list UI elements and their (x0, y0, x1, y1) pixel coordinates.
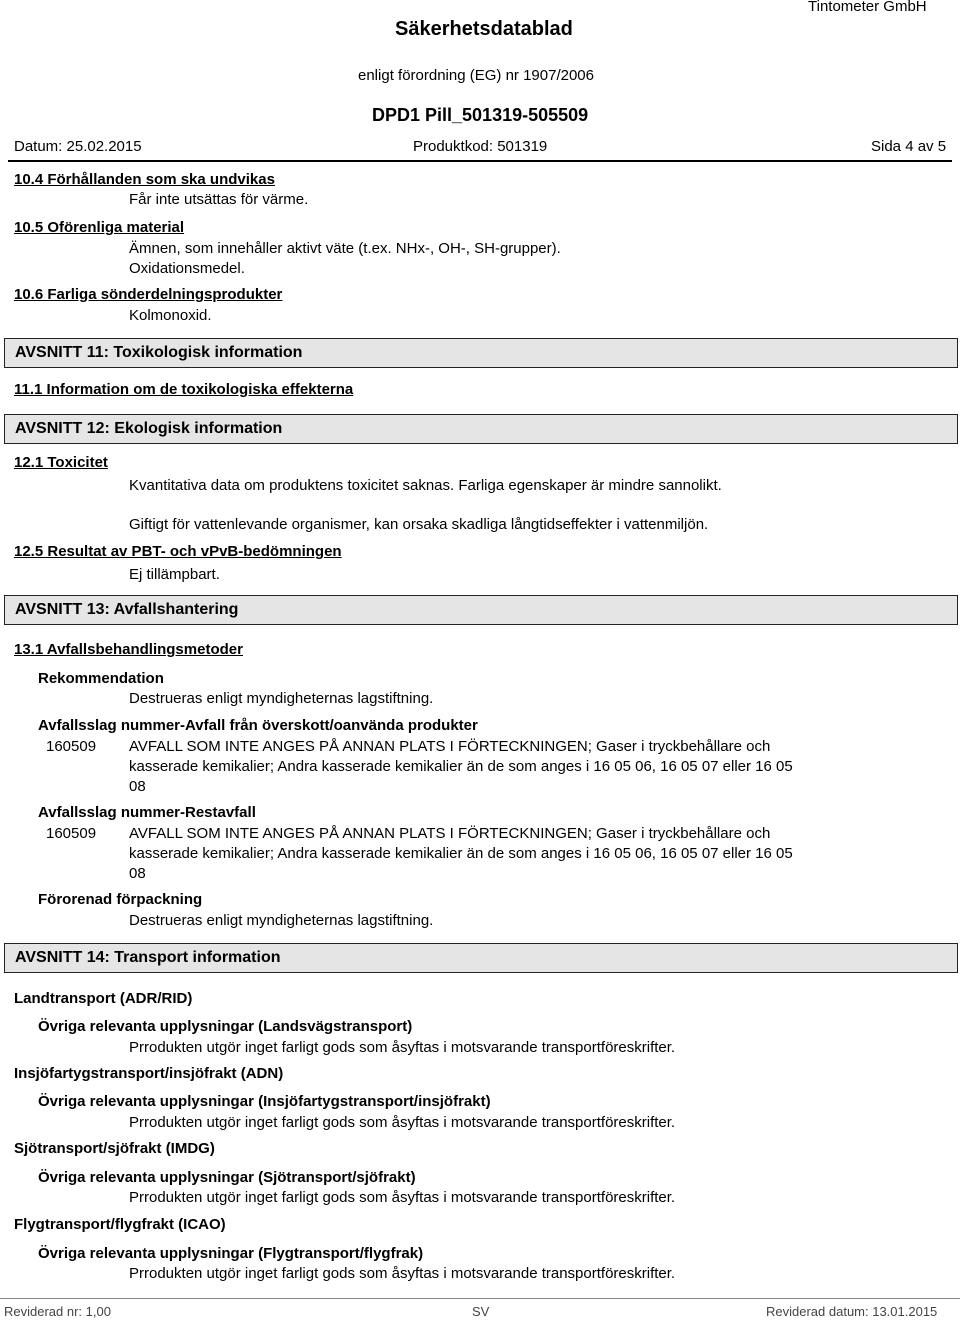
waste-code-2-number: 160509 (46, 825, 97, 842)
footer-divider (0, 1298, 960, 1299)
air-transport-label: Övriga relevanta upplysningar (Flygtransport/flygfrak) (38, 1245, 424, 1262)
waste-code-2-line2: kasserade kemikalier; Andra kasserade kemikalier än de som anges i 16 05 06, 16 05 07 eller 16 05 (129, 845, 793, 862)
header-divider (8, 160, 952, 162)
product-code: Produktkod: 501319 (413, 138, 548, 155)
subsection-12-1-text1: Kvantitativa data om produktens toxicitet saknas. Farliga egenskaper är mindre sannolikt. (129, 477, 722, 494)
subsection-10-6-heading: 10.6 Farliga sönderdelningsprodukter (14, 286, 283, 303)
waste-code-1-number: 160509 (46, 738, 97, 755)
section-13-title: AVSNITT 13: Avfallshantering (15, 601, 239, 618)
footer-language: SV (472, 1304, 490, 1319)
section-11-title: AVSNITT 11: Toxikologisk information (15, 344, 303, 361)
subsection-10-4-heading: 10.4 Förhållanden som ska undvikas (14, 171, 275, 188)
document-id: DPD1 Pill_501319-505509 (372, 105, 589, 125)
section-12-title: AVSNITT 12: Ekologisk information (15, 420, 283, 437)
inland-transport-label: Övriga relevanta upplysningar (Insjöfartygstransport/insjöfrakt) (38, 1093, 491, 1110)
page-number: Sida 4 av 5 (871, 138, 947, 155)
subsection-12-5-text: Ej tillämpbart. (129, 566, 220, 583)
land-transport-text: Prrodukten utgör inget farligt gods som åsyftas i motsvarande transportföreskrifter. (129, 1039, 676, 1056)
date-label: Datum: 25.02.2015 (14, 138, 142, 155)
subsection-10-5-line1: Ämnen, som innehåller aktivt väte (t.ex. NHx-, OH-, SH-grupper). (129, 240, 561, 257)
waste-code-2-line1: AVFALL SOM INTE ANGES PÅ ANNAN PLATS I FÖRTECKNINGEN; Gaser i tryckbehållare och (129, 825, 771, 842)
document-title: Säkerhetsdatablad (395, 18, 573, 40)
section-14-header (4, 943, 958, 973)
subsection-13-1-heading: 13.1 Avfallsbehandlingsmetoder (14, 641, 243, 658)
section-11-header (4, 338, 958, 368)
recommendation-label: Rekommendation (38, 670, 164, 687)
packaging-text: Destrueras enligt myndigheternas lagstiftning. (129, 912, 434, 929)
subsection-11-1-heading: 11.1 Information om de toxikologiska effekterna (14, 381, 354, 398)
regulation-text: enligt förordning (EG) nr 1907/2006 (358, 67, 594, 84)
waste-code-2-label: Avfallsslag nummer-Restavfall (38, 804, 256, 821)
section-13-header (4, 595, 958, 625)
waste-code-1-label: Avfallsslag nummer-Avfall från överskott/oanvända produkter (38, 717, 478, 734)
subsection-12-1-heading: 12.1 Toxicitet (14, 454, 108, 471)
section-14-title: AVSNITT 14: Transport information (15, 949, 281, 966)
air-transport-heading: Flygtransport/flygfrakt (ICAO) (14, 1216, 226, 1233)
footer-revision-date: Reviderad datum: 13.01.2015 (766, 1304, 938, 1319)
waste-code-1-line2: kasserade kemikalier; Andra kasserade kemikalier än de som anges i 16 05 06, 16 05 07 eller 16 05 (129, 758, 793, 775)
subsection-10-4-text: Får inte utsättas för värme. (129, 191, 309, 208)
subsection-12-5-heading: 12.5 Resultat av PBT- och vPvB-bedömningen (14, 543, 342, 560)
section-12-header (4, 414, 958, 444)
air-transport-text: Prrodukten utgör inget farligt gods som åsyftas i motsvarande transportföreskrifter. (129, 1265, 676, 1282)
subsection-10-5-line2: Oxidationsmedel. (129, 260, 245, 277)
inland-transport-heading: Insjöfartygstransport/insjöfrakt (ADN) (14, 1065, 284, 1082)
sea-transport-text: Prrodukten utgör inget farligt gods som åsyftas i motsvarande transportföreskrifter. (129, 1189, 676, 1206)
packaging-label: Förorenad förpackning (38, 891, 203, 908)
waste-code-1-line3: 08 (129, 778, 146, 795)
subsection-10-6-text: Kolmonoxid. (129, 307, 212, 324)
waste-code-2-line3: 08 (129, 865, 146, 882)
subsection-10-5-heading: 10.5 Oförenliga material (14, 219, 185, 236)
subsection-12-1-text2: Giftigt för vattenlevande organismer, kan orsaka skadliga långtidseffekter i vattenmiljön. (129, 516, 709, 533)
company-name: Tintometer GmbH (808, 0, 927, 15)
sea-transport-heading: Sjötransport/sjöfrakt (IMDG) (14, 1140, 215, 1157)
recommendation-text: Destrueras enligt myndigheternas lagstiftning. (129, 690, 434, 707)
sea-transport-label: Övriga relevanta upplysningar (Sjötransport/sjöfrakt) (38, 1169, 416, 1186)
inland-transport-text: Prrodukten utgör inget farligt gods som åsyftas i motsvarande transportföreskrifter. (129, 1114, 676, 1131)
land-transport-label: Övriga relevanta upplysningar (Landsvägstransport) (38, 1018, 413, 1035)
land-transport-heading: Landtransport (ADR/RID) (14, 990, 193, 1007)
waste-code-1-line1: AVFALL SOM INTE ANGES PÅ ANNAN PLATS I FÖRTECKNINGEN; Gaser i tryckbehållare och (129, 738, 771, 755)
footer-revision: Reviderad nr: 1,00 (4, 1304, 111, 1319)
